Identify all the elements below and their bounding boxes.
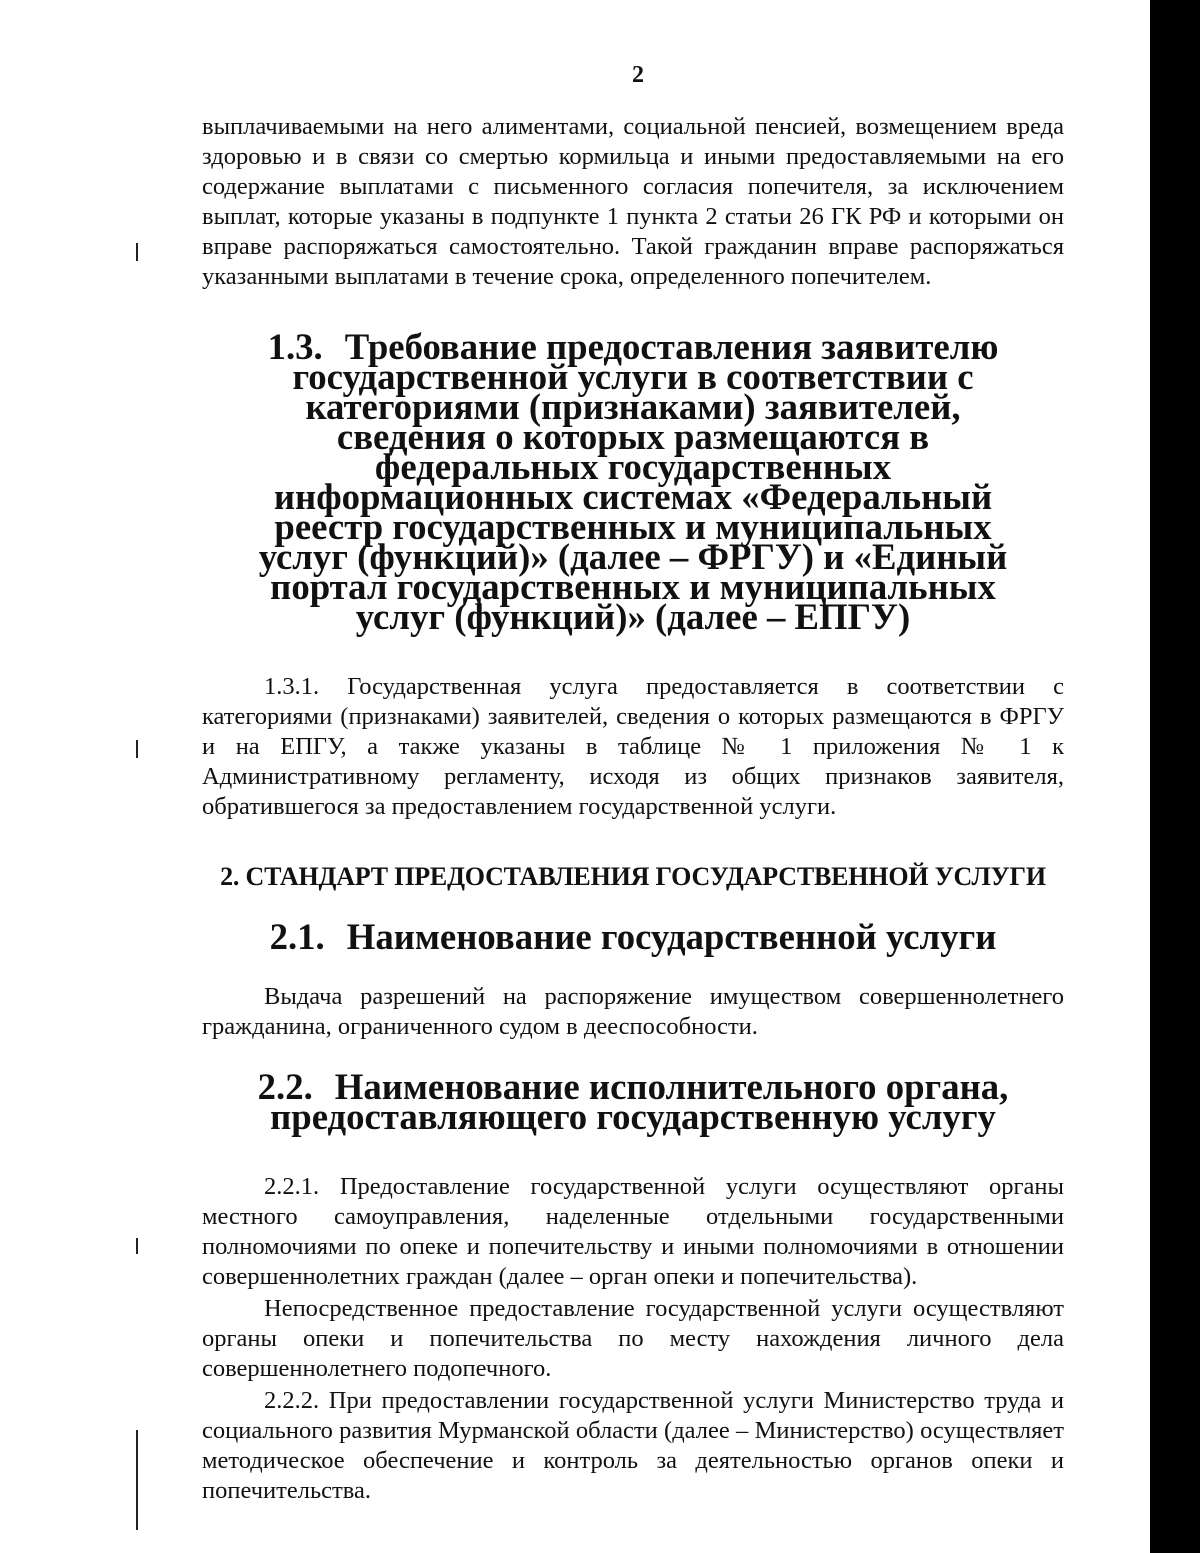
section-number: 2.1.	[269, 916, 325, 957]
section-number: 2.2.	[257, 1066, 313, 1107]
section-2-2-heading	[202, 1066, 1064, 1137]
margin-mark	[136, 243, 138, 261]
document-body	[202, 112, 1064, 1506]
section-number: 1.3.	[267, 326, 323, 367]
margin-mark	[136, 1238, 138, 1254]
page-number: 2	[632, 62, 644, 88]
paragraph-1-3-1: 1.3.1. Государственная услуга предоставляется в соответствии с категориями (признаками) заявителей, сведения о которых размещаются в ФРГУ и на ЕПГУ, а также указаны в таблице № 1 приложения № 1 к Административному регламенту, исходя из общих признаков заявителя, обратившегося за предоставлением государственной услуги.	[202, 673, 1064, 820]
section-title: Требование предоставления заявителю государственной услуги в соответствии с категориями (признаками) заявителей, сведения о которых размещаются в федеральных государственных информационных системах «Федеральный реестр государственных и муниципальных услуг (функций)» (далее – ФРГУ) и «Единый портал государственных и муниципальных услуг (функций)» (далее – ЕПГУ)	[258, 326, 1008, 637]
margin-mark	[136, 740, 138, 758]
paragraph-2-2-1-continued: Непосредственное предоставление государственной услуги осуществляют органы опеки и попечительства по месту нахождения личного дела совершеннолетнего подопечного.	[202, 1295, 1064, 1382]
section-title: Наименование государственной услуги	[346, 916, 997, 957]
chapter-2-heading: 2. СТАНДАРТ ПРЕДОСТАВЛЕНИЯ ГОСУДАРСТВЕННОЙ УСЛУГИ	[220, 862, 1046, 891]
continuation-paragraph: выплачиваемыми на него алиментами, социальной пенсией, возмещением вреда здоровью и в связи со смертью кормильца и иными предоставляемыми на его содержание выплатами с письменного согласия попечителя, за исключением выплат, которые указаны в подпункте 1 пункта 2 статьи 26 ГК РФ и которыми он вправе распоряжаться самостоятельно. Такой гражданин вправе распоряжаться указанными выплатами в течение срока, определенного попечителем.	[202, 113, 1064, 290]
margin-mark	[136, 1430, 138, 1530]
paragraph-2-2-1: 2.2.1. Предоставление государственной услуги осуществляют органы местного самоуправления, наделенные отдельными государственными полномочиями по опеке и попечительству и иными полномочиями в отношении совершеннолетних граждан (далее – орган опеки и попечительства).	[202, 1173, 1064, 1290]
paragraph-2-1: Выдача разрешений на распоряжение имуществом совершеннолетнего гражданина, ограниченного судом в дееспособности.	[202, 983, 1064, 1040]
paragraph-2-2-2: 2.2.2. При предоставлении государственной услуги Министерство труда и социального развития Мурманской области (далее – Министерство) осуществляет методическое обеспечение и контроль за деятельностью органов опеки и попечительства.	[202, 1387, 1064, 1504]
section-1-3-heading	[202, 326, 1064, 637]
scan-edge	[1150, 0, 1200, 1553]
section-2-1-heading	[202, 916, 1064, 957]
section-title: Наименование исполнительного органа, предоставляющего государственную услугу	[270, 1066, 1009, 1137]
